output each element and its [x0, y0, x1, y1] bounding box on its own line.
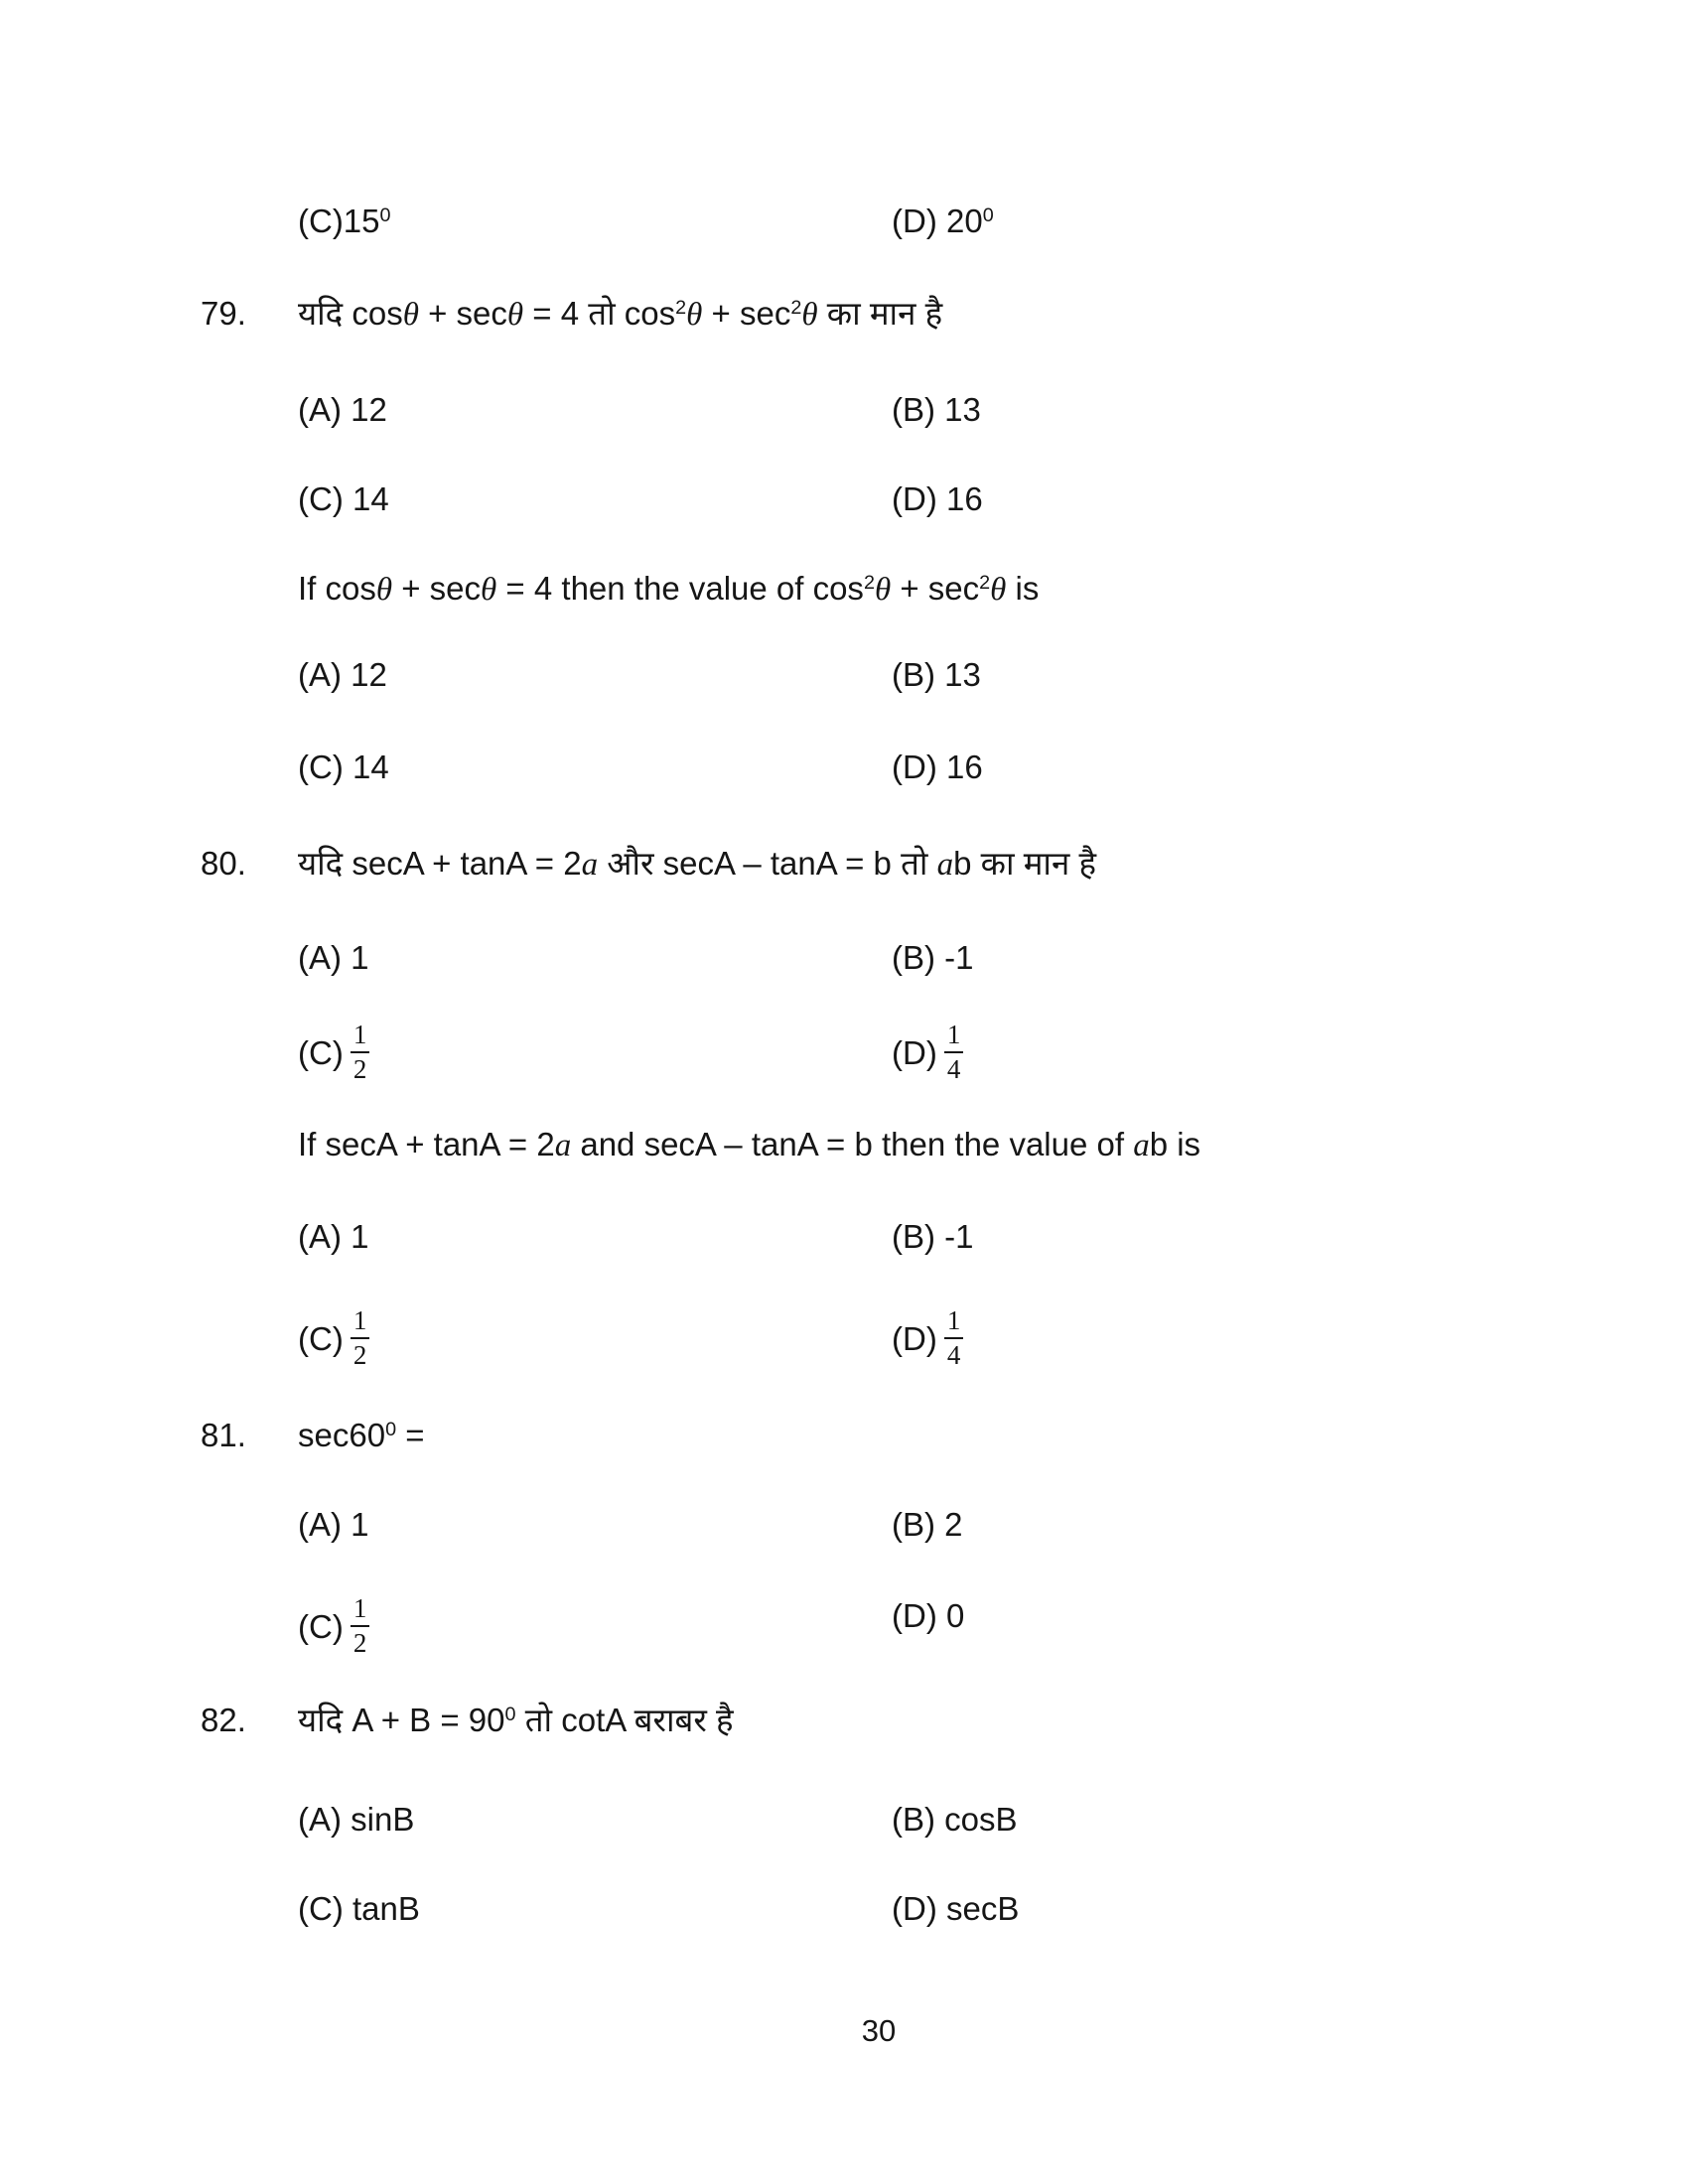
option-b: (B) cosB: [892, 1801, 1018, 1838]
option-c: [298, 1305, 369, 1374]
question-text-english: If cosθ + secθ = 4 then the value of $\cos^2\theta + \sec^2\theta$ is: [298, 570, 1040, 608]
option-label: (D): [892, 1033, 937, 1071]
fraction: [351, 1020, 370, 1085]
question-text: $\sec 60^0$ =: [298, 1417, 425, 1453]
page-number: 30: [861, 2013, 897, 2048]
question-text-hindi: यदि $A + B = 90^0$ तो cotA बराबर है: [298, 1702, 734, 1738]
option-c: [298, 1593, 369, 1662]
option-c: (C) 14: [298, 480, 389, 517]
option-d: (D) 16: [892, 749, 983, 785]
option-b: (B) 13: [892, 391, 981, 428]
question-text-english: If secA + tanA = 2a and secA – tanA = b then the value of ab is: [298, 1126, 1201, 1163]
option-d: [892, 1020, 963, 1088]
option-a: (A) 12: [298, 656, 387, 693]
option-b: (B) -1: [892, 1218, 974, 1255]
fraction-numerator: 1: [944, 1020, 964, 1053]
option-d: (D) $20^0$: [892, 203, 994, 239]
option-b: (B) -1: [892, 939, 974, 976]
option-b: (B) 2: [892, 1506, 963, 1543]
question-text-hindi: यदि cosθ + secθ = 4 तो $\cos^2\theta + \sec^2\theta$ का मान है: [298, 295, 943, 333]
fraction: [944, 1020, 964, 1085]
option-label: (C): [298, 1319, 344, 1357]
option-label: (C): [298, 1033, 344, 1071]
fraction-denominator: 4: [946, 1340, 961, 1371]
option-a: (A) 1: [298, 1506, 369, 1543]
fraction: [351, 1593, 370, 1659]
option-d: (D) secB: [892, 1890, 1020, 1927]
question-number: 80.: [201, 845, 246, 882]
fraction-denominator: 4: [946, 1054, 961, 1085]
fraction-numerator: 1: [351, 1305, 370, 1339]
question-number: 82.: [201, 1702, 246, 1738]
fraction-denominator: 2: [352, 1054, 367, 1085]
question-number: 81.: [201, 1417, 246, 1453]
option-a: (A) 12: [298, 391, 387, 428]
option-d: (D) 0: [892, 1597, 965, 1634]
fraction-numerator: 1: [944, 1305, 964, 1339]
option-label: (D): [892, 1319, 937, 1357]
fraction: [351, 1305, 370, 1371]
question-text-hindi: यदि secA + tanA = 2a और secA – tanA = b तो ab का मान है: [298, 845, 1096, 883]
fraction-numerator: 1: [351, 1020, 370, 1053]
option-c: $(C)15^0$: [298, 203, 391, 239]
fraction-denominator: 2: [352, 1628, 367, 1659]
fraction: [944, 1305, 964, 1371]
fraction-denominator: 2: [352, 1340, 367, 1371]
option-d: [892, 1305, 963, 1374]
option-c: (C) tanB: [298, 1890, 420, 1927]
option-b: (B) 13: [892, 656, 981, 693]
option-a: (A) 1: [298, 1218, 369, 1255]
option-label: (C): [298, 1607, 344, 1645]
option-c: [298, 1020, 369, 1088]
option-a: (A) 1: [298, 939, 369, 976]
option-d: (D) 16: [892, 480, 983, 517]
fraction-numerator: 1: [351, 1593, 370, 1627]
option-a: (A) sinB: [298, 1801, 415, 1838]
question-number: 79.: [201, 295, 246, 332]
option-c: (C) 14: [298, 749, 389, 785]
